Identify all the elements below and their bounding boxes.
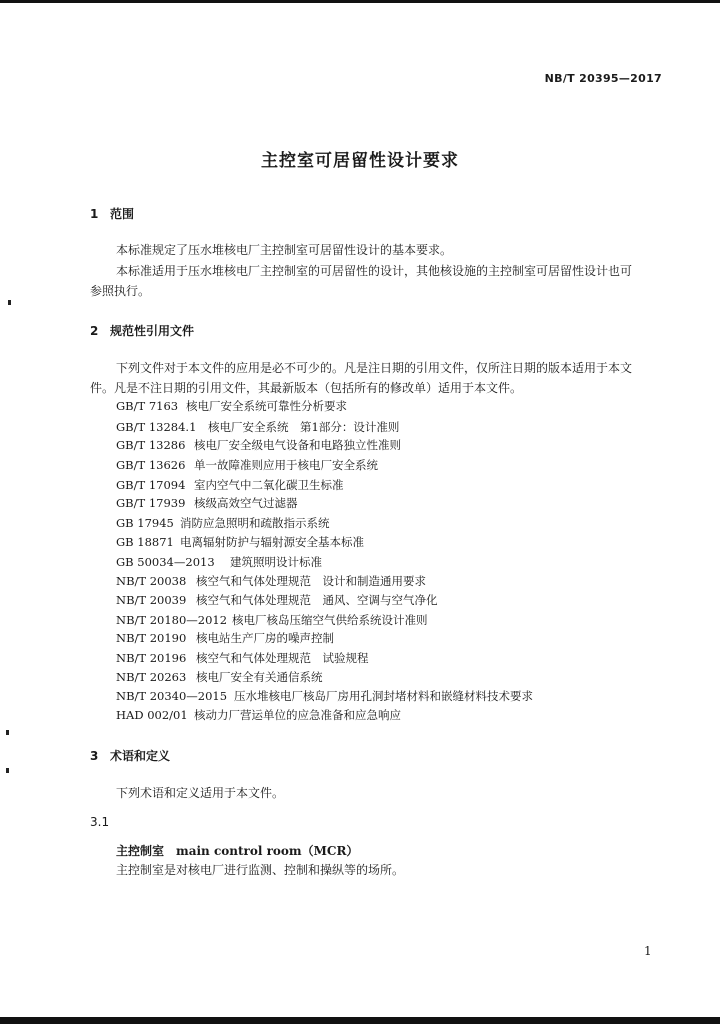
- reference-name: 核电厂安全系统可靠性分析要求: [186, 399, 347, 413]
- reference-name: 核空气和气体处理规范 试验规程: [196, 651, 369, 665]
- paragraph: 本标准适用于压水堆核电厂主控制室的可居留性的设计，其他核设施的主控制室可居留性设计也可: [116, 264, 633, 278]
- reference-item: [116, 650, 369, 666]
- reference-code: GB/T 17939: [116, 496, 186, 510]
- section-number: 1: [90, 207, 99, 221]
- paragraph: 件。凡是不注日期的引用文件，其最新版本（包括所有的修改单）适用于本文件。: [90, 381, 523, 395]
- reference-item: [116, 477, 344, 493]
- reference-name: 核电厂安全级电气设备和电路独立性准则: [194, 438, 401, 452]
- reference-name: 核电站生产厂房的噪声控制: [196, 631, 334, 645]
- reference-code: GB/T 13626: [116, 458, 186, 472]
- reference-name: 核电厂安全系统 第1部分：设计准则: [208, 420, 400, 434]
- scan-speck: [6, 768, 9, 773]
- reference-item: [116, 630, 334, 646]
- scan-bottom-edge: [0, 1017, 720, 1024]
- scan-speck: [6, 730, 9, 735]
- reference-name: 建筑照明设计标准: [230, 555, 322, 569]
- term-heading: [116, 842, 358, 859]
- section-number: 2: [90, 324, 99, 338]
- reference-code: NB/T 20190: [116, 631, 187, 645]
- reference-item: [116, 554, 322, 570]
- reference-name: 核空气和气体处理规范 通风、空调与空气净化: [196, 593, 438, 607]
- reference-item: [116, 688, 533, 704]
- section-heading-scope: [90, 205, 134, 222]
- scan-top-edge: [0, 0, 720, 3]
- reference-code: NB/T 20196: [116, 651, 187, 665]
- section-title: 范围: [110, 207, 135, 221]
- section-heading-terms: [90, 747, 170, 764]
- reference-name: 室内空气中二氧化碳卫生标准: [194, 478, 344, 492]
- reference-item: [116, 398, 347, 414]
- section-title: 术语和定义: [110, 749, 171, 763]
- scan-speck: [8, 300, 11, 305]
- reference-name: 消防应急照明和疏散指示系统: [180, 516, 330, 530]
- reference-code: NB/T 20340—2015: [116, 689, 228, 703]
- reference-name: 核级高效空气过滤器: [194, 496, 298, 510]
- reference-code: GB 50034—2013: [116, 555, 215, 569]
- reference-code: GB 17945: [116, 516, 174, 530]
- section-title: 规范性引用文件: [110, 324, 195, 338]
- reference-code: NB/T 20263: [116, 670, 187, 684]
- reference-name: 核动力厂营运单位的应急准备和应急响应: [194, 708, 401, 722]
- reference-code: NB/T 20038: [116, 574, 187, 588]
- reference-item: [116, 457, 378, 473]
- term-number: 3.1: [90, 815, 110, 829]
- reference-name: 单一故障准则应用于核电厂安全系统: [194, 458, 378, 472]
- reference-item: [116, 515, 330, 531]
- reference-name: 电离辐射防护与辐射源安全基本标准: [180, 535, 364, 549]
- reference-item: [116, 669, 323, 685]
- section-number: 3: [90, 749, 99, 763]
- term-name-cn: 主控制室: [116, 844, 165, 858]
- reference-code: GB/T 13284.1: [116, 420, 197, 434]
- page-number: 1: [644, 944, 652, 958]
- term-name-en: main control room（MCR）: [176, 844, 359, 858]
- reference-item: [116, 419, 399, 435]
- reference-code: HAD 002/01: [116, 708, 188, 722]
- reference-code: GB 18871: [116, 535, 174, 549]
- paragraph: 下列文件对于本文件的应用是必不可少的。凡是注日期的引用文件，仅所注日期的版本适用于本文: [116, 361, 633, 375]
- reference-name: 压水堆核电厂核岛厂房用孔洞封堵材料和嵌缝材料技术要求: [234, 689, 533, 703]
- term-definition: 主控制室是对核电厂进行监测、控制和操纵等的场所。: [116, 863, 405, 877]
- reference-item: [116, 573, 426, 589]
- paragraph: 参照执行。: [90, 284, 151, 298]
- reference-item: [116, 437, 401, 453]
- reference-item: [116, 534, 364, 550]
- document-title: 主控室可居留性设计要求: [261, 151, 459, 171]
- reference-code: GB/T 7163: [116, 399, 179, 413]
- reference-item: [116, 707, 401, 723]
- paragraph: 下列术语和定义适用于本文件。: [116, 786, 285, 800]
- reference-code: GB/T 17094: [116, 478, 186, 492]
- reference-item: [116, 495, 298, 511]
- reference-code: GB/T 13286: [116, 438, 186, 452]
- reference-item: [116, 612, 428, 628]
- standard-number: NB/T 20395—2017: [544, 72, 662, 85]
- reference-name: 核电厂安全有关通信系统: [196, 670, 323, 684]
- section-heading-normative-references: [90, 322, 194, 339]
- reference-item: [116, 592, 438, 608]
- reference-name: 核空气和气体处理规范 设计和制造通用要求: [196, 574, 426, 588]
- paragraph: 本标准规定了压水堆核电厂主控制室可居留性设计的基本要求。: [116, 243, 453, 257]
- reference-code: NB/T 20180—2012: [116, 613, 228, 627]
- reference-code: NB/T 20039: [116, 593, 187, 607]
- reference-name: 核电厂核岛压缩空气供给系统设计准则: [232, 613, 428, 627]
